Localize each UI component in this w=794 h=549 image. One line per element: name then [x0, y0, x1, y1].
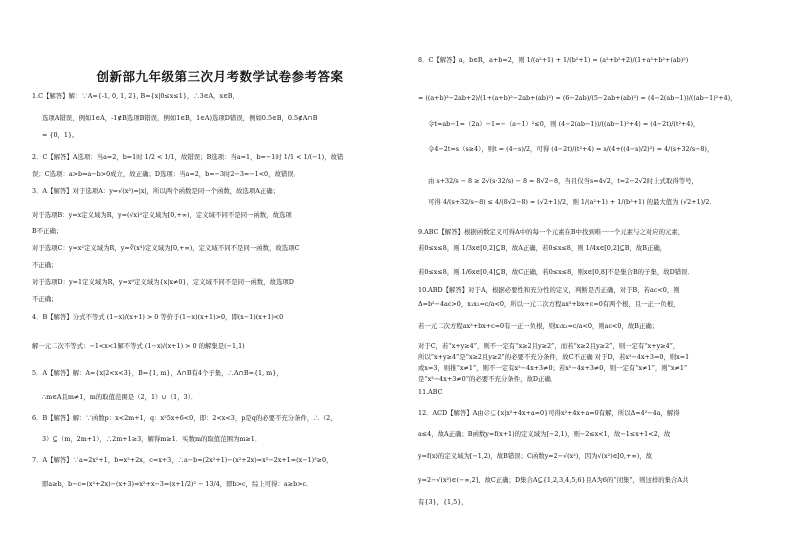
answer-line: 6．B【解答】解：∵函数p：x<2m+1，q：x²5x+6<0，即：2<x<3，p是q的必要不充分条件，∴（2， — [32, 414, 337, 422]
answer-line: 8．C【解答】a，b∈R，a+b=2，则 1/(a²+1) + 1/(b²+1) = (a²+b²+2)/(1+a²+b²+(ab)²) — [418, 56, 689, 64]
answer-line: 4．B【解答】分式不等式 (1−x)/(x+1) > 0 等价于(1−x)(x+1)>0，即(x−1)(x+1)<0 — [32, 313, 284, 321]
answer-line: 不正确； — [32, 295, 58, 303]
answer-line: 不正确； — [32, 261, 58, 269]
answer-line: 对于选项C：y=x²定义域为R，y=∛(x³)定义域为[0,+∞)，定义域不同不是同一函数，故选项C — [32, 244, 300, 252]
answer-line: 解一元二次不等式：−1<x<1解不等式 (1−x)/(x+1) > 0 的解集是(−1,1) — [32, 342, 245, 350]
answer-line: 所以“x+y≥4”是“x≥2且y≥2”的必要不充分条件，故C不正确 对于D，若x²−4x+3=0，则x=1 — [418, 353, 690, 361]
answer-line: 误；C选项：a>b⇒a−b>0成立，故正确；D选项：当a=2，b=−3时2−3=−1<0，故错误． — [32, 170, 301, 178]
answer-line: = {0，1}。 — [42, 131, 79, 139]
page-title: 创新部九年级第三次月考数学试卷参考答案 — [96, 69, 344, 84]
answer-line: 若0≤x≤8，则 1/3x∈[0,2]⊆B，故A正确，若0≤x≤8，则 1/4x∈[0,2]⊆B，故B正确， — [418, 244, 667, 252]
answer-line: 令t=ab−1=（2a）−1=−（a−1）²≤0，则 (4−2(ab−1))/((ab−1)²+4) = (4−2t)/(t²+4)， — [428, 120, 700, 128]
answer-line: 2．C【解答】A选项：当a=2，b=1时 1/2 < 1/1，故错误；B选项：当a=1，b=−1时 1/1 < 1/(−1)，故错 — [32, 153, 344, 161]
answer-line: 5．A【解答】解：A={x|2<x<3}，B={1, m}，A∩B有4个子集，∴A∩B={1, m}， — [32, 369, 283, 377]
answer-line: 由 s+32/s − 8 ≥ 2√(s·32/s) − 8 = 8√2−8，当且仅当s=4√2，t=2−2√2时上式取得等号， — [428, 177, 698, 185]
answer-line: 选项A错误，例如1∈A，-1∉B选项B错误，例如1∈B，1∈A)选项D错误，例如0.5∈B，0.5∉A∩B — [42, 114, 318, 122]
answer-line: 对于选项D：y=1定义域为R，y=x⁰定义域为{x|x≠0}，定义域不同不是同一函数，故选项D — [32, 278, 294, 286]
answer-line: 10.ABD【解答】对于A，根据必要性和充分性的定义，判断是否正确，对于B，若ac<0，则 — [418, 286, 680, 294]
answer-line: ∴m∈A且m≠1，m的取值范围是（2，1）∪（1，3）． — [42, 393, 198, 401]
answer-line: 3）⊆（m，2m+1），∴2m+1≥3，解得m≥1．实数m的取值范围为m≥1． — [42, 435, 262, 443]
answer-line: 9.ABC【解答】根据函数定义可得A中的每一个元素在B中找到唯一一个元素与之对应的元素， — [418, 228, 685, 236]
answer-line: 对于选项B：y=x定义域为R，y=(√x)²定义域为[0,+∞)，定义域不同不是同一函数，故选项 — [32, 211, 292, 219]
answer-line: 若0≤x≤8，则 1/6x∈[0,4]⊆B，故C正确，若0≤x≤8，则x∈[0,8]不是集合B的子集，故D错误． — [418, 268, 694, 276]
answer-line: 11.ABC — [418, 388, 443, 396]
answer-line: 可得 4/(s+32/s−8) ≤ 4/(8√2−8) = (√2+1)/2，则 1/(a²+1) + 1/(b²+1) 的最大值为 (√2+1)/2． — [428, 198, 716, 206]
answer-line: 3．A【解答】对于选项A：y=√(x²)=|x|，所以两个函数是同一个函数，故选项A正确； — [32, 187, 280, 195]
answer-line: 有{3}，{1,5}， — [418, 498, 468, 506]
answer-line: 若一元二次方程ax²+bx+c=0有一正一负根，则x₁x₂=c/a<0，则ac<0，故B正确； — [418, 322, 659, 330]
answer-line: 令4−2t=s（s≥4），则t = (4−s)/2，可得 (4−2t)/(t²+4) = s/(4+((4−s)/2)²) = 4/(s+32/s−8)， — [428, 145, 714, 153]
answer-line: 是“x²−4x+3≠0”的必要不充分条件，故D正确． — [418, 375, 558, 383]
answer-line: = ((a+b)²−2ab+2)/(1+(a+b)²−2ab+(ab)²) = (6−2ab)/(5−2ab+(ab)²) = (4−2(ab−1))/((ab−1)²+4)， — [418, 94, 737, 102]
answer-line: y=f(x)的定义域为[−1,2)，故B错误；C函数y=2−√(x²)，因为√(x²)∈[0,+∞)，故 — [418, 452, 652, 460]
answer-line: y=2−√(x²)∈(−∞,2]，故C正确；D集合A⊆{1,2,3,4,5,6}且A为6的“闭集”，则这样的集合A共 — [418, 476, 689, 484]
answer-line: Δ=b²−4ac>0，x₁x₂=c/a<0，所以一元二次方程ax²+bx+c=0有两个根，且一正一负根， — [418, 300, 680, 308]
answer-line: 1.C【解答】解：∵A={-1, 0, 1, 2}, B={x|0≤x≤1}，∴3∈A，x∈B， — [32, 92, 239, 100]
answer-line: 7．A【解答】∵a=2x²+1，b=x²+2x，c=x+3，∴a−b=(2x²+1)−(x²+2x)=x²−2x+1=(x−1)²≥0， — [32, 456, 333, 464]
answer-line: 或x=3，则推“x≠1”，则不一定有x²−4x+3≠0；若x²−4x+3≠0，则一定有“x≠1”，则“x≠1” — [418, 364, 688, 372]
answer-line: 12．ACD【解答】A由∅⊊{x|x²+4x+a=0}可得x²+4x+a=0有解，所以Δ=4²−4a，解得 — [418, 409, 680, 417]
answer-line: 对于C，若“x+y≥4”，则不一定有“x≥2且y≥2”，而若“x≥2且y≥2”，则一定有“x+y≥4”， — [418, 342, 680, 350]
answer-line: a≤4，故A正确；B函数y=f(x+1)的定义域为[−2,1)，则−2≤x<1，故−1≤x+1<2，故 — [418, 430, 671, 438]
answer-line: 即a≥b，b−c=(x²+2x)−(x+3)=x²+x−3=(x+1/2)² − 13/4，即b>c，综上可得：a≥b>c． — [42, 480, 313, 488]
answer-line: B不正确； — [32, 227, 63, 235]
